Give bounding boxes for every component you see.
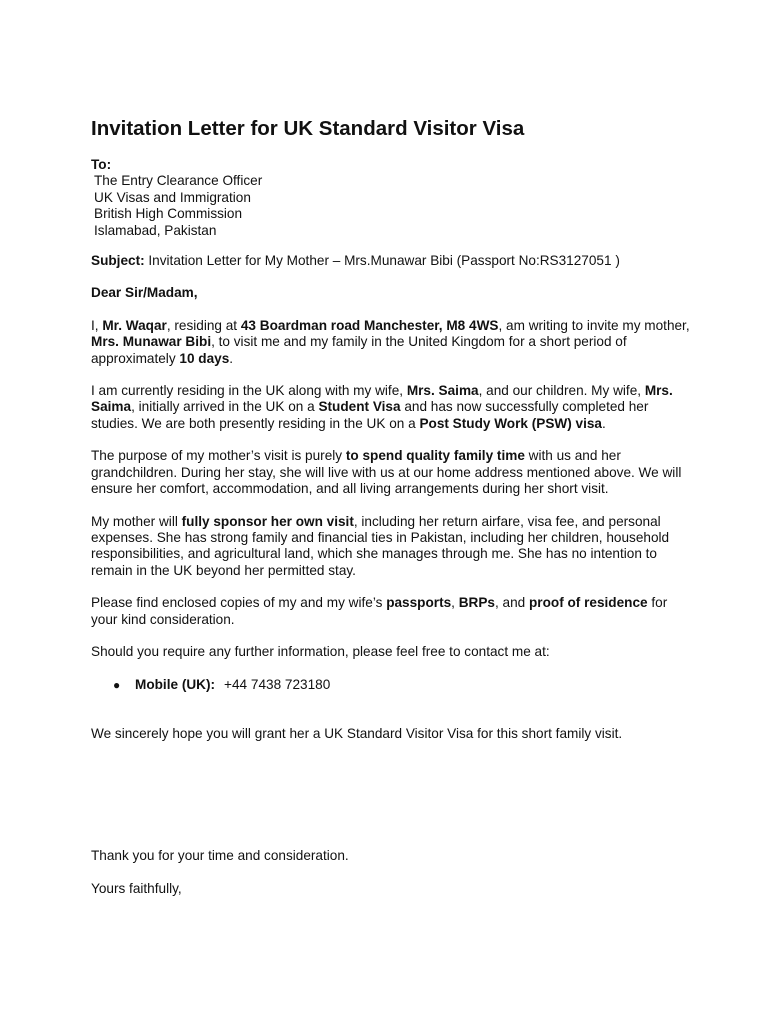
bullet-icon: ● bbox=[113, 678, 121, 693]
contact-label: Mobile (UK): bbox=[135, 677, 216, 693]
address-line-4: Islamabad, Pakistan bbox=[94, 222, 217, 238]
paragraph-contact-intro: Should you require any further information, please feel free to contact me at: bbox=[91, 643, 550, 659]
paragraph-enclosures: Please find enclosed copies of my and my wife’s passports, BRPs, and proof of residence for your kind consideration. bbox=[91, 595, 668, 627]
subject-label: Subject: bbox=[91, 253, 145, 269]
letter-page bbox=[91, 116, 691, 897]
address-line-1: The Entry Clearance Officer bbox=[94, 173, 263, 189]
to-label: To: bbox=[91, 157, 112, 172]
paragraph-purpose: The purpose of my mother’s visit is purely to spend quality family time with us and her grandchildren. During her stay, she will live with us at our home address mentioned above. We will ensure her comfort, accommodation, and all living arrangements during her short visit. bbox=[91, 448, 682, 497]
salutation: Dear Sir/Madam, bbox=[91, 285, 198, 301]
paragraph-hope: We sincerely hope you will grant her a UK Standard Visitor Visa for this short family visit. bbox=[91, 725, 623, 741]
subject-line bbox=[91, 253, 691, 269]
paragraph-thanks: Thank you for your time and consideration. bbox=[91, 848, 349, 864]
paragraph-invitation: I, Mr. Waqar, residing at 43 Boardman road Manchester, M8 4WS, am writing to invite my mother, Mrs. Munawar Bibi, to visit me and my family in the United Kingdom for a short period of approximately 10 days. bbox=[91, 317, 690, 366]
subject-text: Invitation Letter for My Mother – Mrs.Munawar Bibi (Passport No:RS3127051 ) bbox=[144, 253, 620, 269]
recipient-address bbox=[94, 173, 691, 239]
address-line-3: British High Commission bbox=[94, 206, 243, 222]
paragraph-residence: I am currently residing in the UK along with my wife, Mrs. Saima, and our children. My wife, Mrs. Saima, initially arrived in the UK on a Student Visa and has now successfully completed her studies. We are both presently residing in the UK on a Post Study Work (PSW) visa. bbox=[91, 383, 673, 431]
closing: Yours faithfully, bbox=[91, 880, 182, 896]
letter-title: Invitation Letter for UK Standard Visitor Visa bbox=[91, 117, 525, 140]
address-line-2: UK Visas and Immigration bbox=[94, 189, 251, 205]
contact-phone: +44 7438 723180 bbox=[224, 677, 331, 693]
contact-list-item bbox=[113, 677, 691, 693]
paragraph-sponsorship: My mother will fully sponsor her own visit, including her return airfare, visa fee, and personal expenses. She has strong family and financial ties in Pakistan, including her children, household responsibilities, and agricultural land, which she manages through me. She has no intention to remain in the UK beyond her permitted stay. bbox=[91, 513, 670, 578]
